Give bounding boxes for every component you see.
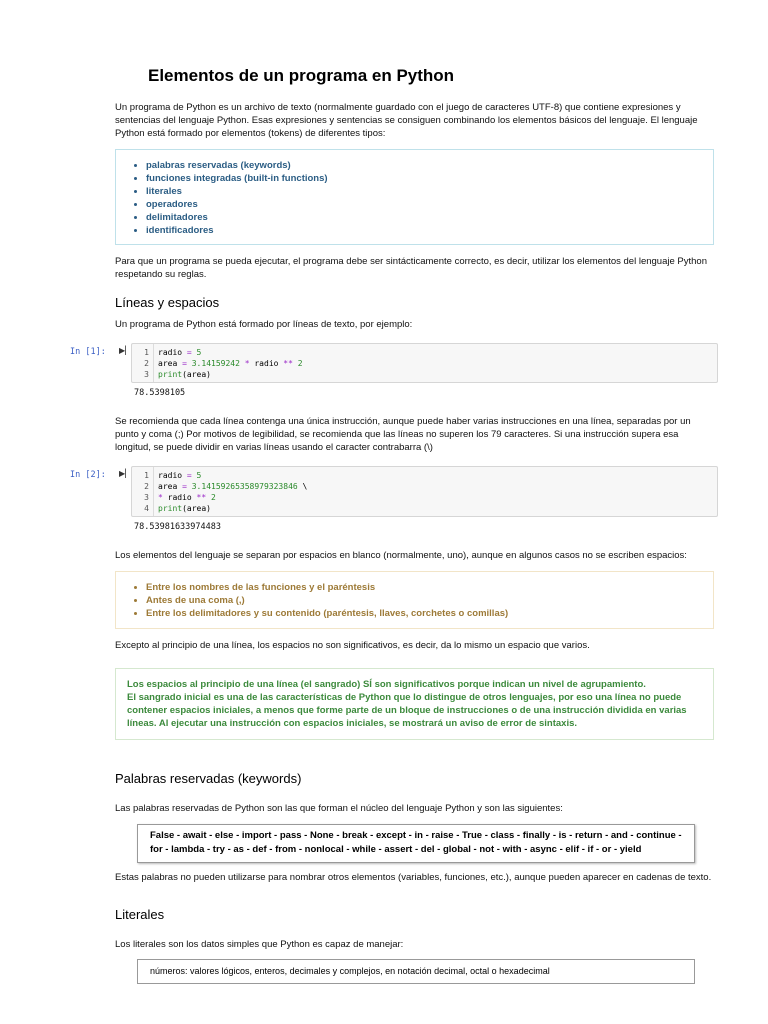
intro-paragraph: Un programa de Python es un archivo de texto (normalmente guardado con el juego de caracteres UTF-8) que contiene expresiones y sentencias del lenguaje Python. Esas expresiones y sentencias se consiguen combinando los elementos básicos del lenguaje. El lenguaje Python está formado por elementos (tokens) de diferentes tipos: [115,102,698,139]
code-line: * radio ** 2 [158,493,216,502]
no-usar-paragraph: Estas palabras no pueden utilizarse para nombrar otros elementos (variables, funciones, etc.), aunque pueden aparecer en cadenas de texto. [115,872,712,883]
list-item: • palabras reservadas (keywords) [146,159,701,172]
line-numbers [132,467,154,516]
section-heading-palabras: Palabras reservadas (keywords) [115,771,302,786]
list-item: • Entre los nombres de las funciones y el paréntesis [146,581,701,594]
note-text: Los espacios al principio de una línea (el sangrado) SÍ son significativos porque indican un nivel de agrupamiento. [127,679,646,690]
code-cell-1[interactable] [131,343,718,383]
no-space-cases-box [115,571,714,629]
lineas-paragraph: Un programa de Python está formado por líneas de texto, por ejemplo: [115,319,413,330]
line-number: 2 [144,482,149,491]
numeros-text: números: valores lógicos, enteros, decimales y complejos, en notación decimal, octal o hexadecimal [150,966,550,976]
cell-prompt: In [1]: [70,347,106,357]
page-title: Elementos de un programa en Python [148,66,455,85]
code-line: area = 3.14159265358979323846 \ [158,482,308,491]
line-number: 1 [144,471,149,480]
run-icon[interactable]: ▶▏ [119,469,132,478]
line-numbers [132,344,154,382]
line-number: 4 [144,504,149,513]
recomienda-paragraph: Se recomienda que cada línea contenga una única instrucción, aunque puede haber varias instrucciones en una línea, separadas por un punto y coma (;) Por motivos de legibilidad, se recomienda que las líneas no superen los 79 caracteres. Si una instrucción supera esa longitud, se puede dividir en varias líneas usando el caracter contrabarra (\) [115,416,691,453]
code-line: print(area) [158,370,211,379]
numeros-box [137,959,695,984]
line-number: 3 [144,370,149,379]
no-space-cases-list [128,581,701,620]
code-lines [158,470,307,514]
token-types-box [115,149,714,245]
keywords-line: for - lambda - try - as - def - from - nonlocal - while - assert - del - global - not - with - async - elif - if - or - yield [150,844,642,855]
list-item: • Antes de una coma (,) [146,594,701,607]
list-item: • literales [146,185,701,198]
line-number: 2 [144,359,149,368]
note-text: El sangrado inicial es una de las características de Python que lo distingue de otros lenguajes, por eso una línea no puede contener espacios iniciales, a menos que forme parte de un bloque de instrucciones o de una instrucción dividida en varias líneas. Al ejecutar una instrucción con espacios iniciales, se mostrará un aviso de error de sintaxis. [127,692,687,729]
espacios-paragraph: Los elementos del lenguaje se separan por espacios en blanco (normalmente, uno), aunque en algunos casos no se escriben espacios: [115,550,687,561]
cell-output: 78.5398105 [134,388,186,398]
line-number: 3 [144,493,149,502]
section-heading-lineas: Líneas y espacios [115,295,220,310]
syntax-paragraph: Para que un programa se pueda ejecutar, el programa debe ser sintácticamente correcto, es decir, utilizar los elementos del lenguaje Python respetando su reglas. [115,256,707,280]
indentation-note-box [115,668,714,740]
literales-paragraph: Los literales son los datos simples que Python es capaz de manejar: [115,939,404,950]
list-item: • funciones integradas (built-in functions) [146,172,701,185]
code-cell-2[interactable] [131,466,718,517]
line-number: 1 [144,348,149,357]
token-types-list [128,159,701,237]
cell-prompt: In [2]: [70,470,106,480]
code-line: radio = 5 [158,348,202,357]
palabras-paragraph: Las palabras reservadas de Python son las que forman el núcleo del lenguaje Python y son las siguientes: [115,803,563,814]
keywords-line: False - await - else - import - pass - None - break - except - in - raise - True - class - finally - is - return - and - continue - [150,830,682,841]
code-lines [158,347,303,380]
code-line: radio = 5 [158,471,202,480]
cell-output: 78.53981633974483 [134,522,221,532]
keywords-box [137,824,695,863]
excepto-paragraph: Excepto al principio de una línea, los espacios no son significativos, es decir, da lo mismo un espacio que varios. [115,640,590,651]
list-item: • Entre los delimitadores y su contenido (paréntesis, llaves, corchetes o comillas) [146,607,701,620]
list-item: • identificadores [146,224,701,237]
list-item: • operadores [146,198,701,211]
list-item: • delimitadores [146,211,701,224]
code-line: print(area) [158,504,211,513]
run-icon[interactable]: ▶▏ [119,346,132,355]
code-line: area = 3.14159242 * radio ** 2 [158,359,303,368]
section-heading-literales: Literales [115,907,165,922]
